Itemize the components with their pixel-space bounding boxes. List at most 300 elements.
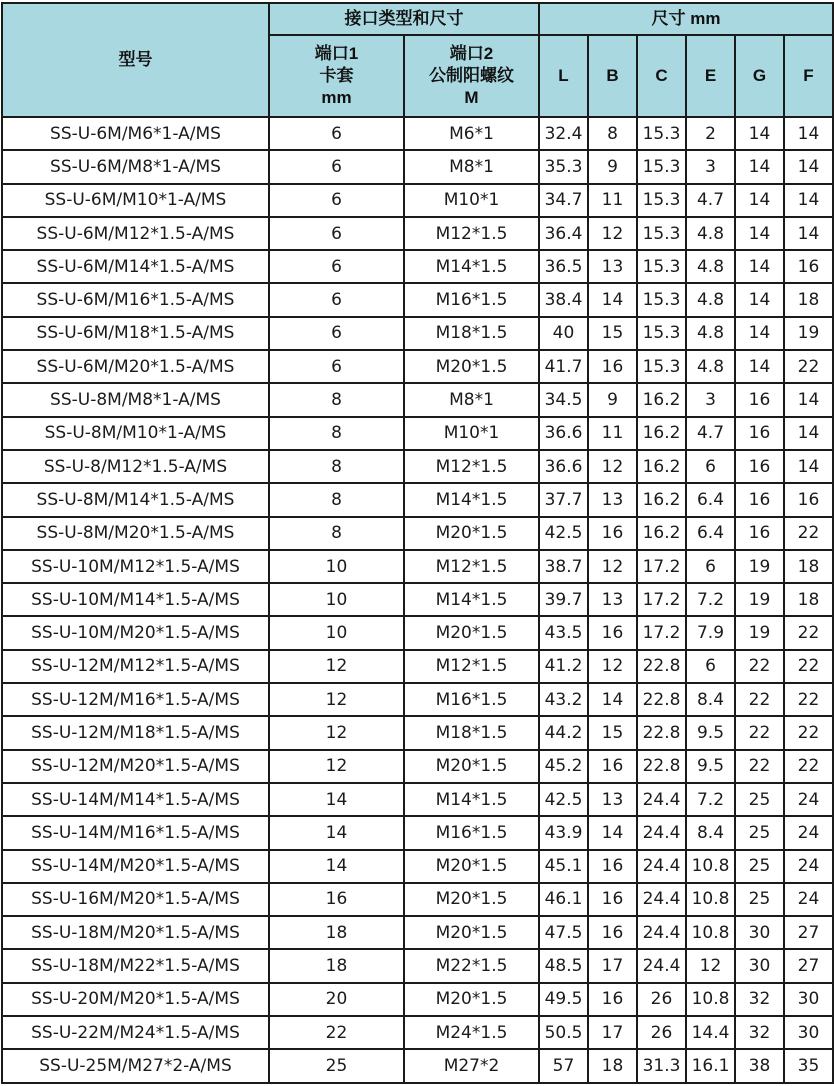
dim-e-cell: 2 <box>686 117 735 150</box>
dim-b-cell: 14 <box>588 283 637 316</box>
port1-cell: 14 <box>269 850 404 883</box>
model-cell: SS-U-25M/M27*2-A/MS <box>2 1049 269 1082</box>
header-dim-c: C <box>637 35 686 117</box>
dim-l-cell: 57 <box>539 1049 588 1082</box>
dim-f-cell: 14 <box>784 217 833 250</box>
port2-cell: M20*1.5 <box>404 850 539 883</box>
dim-l-cell: 41.7 <box>539 350 588 383</box>
dim-l-cell: 35.3 <box>539 150 588 183</box>
dim-l-cell: 41.2 <box>539 650 588 683</box>
dim-c-cell: 16.2 <box>637 417 686 450</box>
dim-c-cell: 16.2 <box>637 483 686 516</box>
dim-e-cell: 8.4 <box>686 816 735 849</box>
header-port2-line: 公制阳螺纹 <box>429 66 514 85</box>
dim-e-cell: 12 <box>686 949 735 982</box>
port1-cell: 25 <box>269 1049 404 1082</box>
model-cell: SS-U-6M/M14*1.5-A/MS <box>2 250 269 283</box>
dim-l-cell: 42.5 <box>539 783 588 816</box>
dim-f-cell: 22 <box>784 350 833 383</box>
dim-g-cell: 25 <box>735 783 784 816</box>
model-cell: SS-U-18M/M22*1.5-A/MS <box>2 949 269 982</box>
dim-e-cell: 10.8 <box>686 850 735 883</box>
table-row <box>2 916 833 949</box>
table-row <box>2 550 833 583</box>
dim-g-cell: 14 <box>735 317 784 350</box>
table-row <box>2 217 833 250</box>
dim-g-cell: 19 <box>735 583 784 616</box>
model-cell: SS-U-20M/M20*1.5-A/MS <box>2 983 269 1016</box>
port2-cell: M16*1.5 <box>404 683 539 716</box>
port2-cell: M14*1.5 <box>404 783 539 816</box>
dim-c-cell: 17.2 <box>637 616 686 649</box>
dim-l-cell: 38.7 <box>539 550 588 583</box>
dim-e-cell: 4.7 <box>686 417 735 450</box>
dim-g-cell: 16 <box>735 383 784 416</box>
dim-g-cell: 14 <box>735 117 784 150</box>
model-cell: SS-U-6M/M6*1-A/MS <box>2 117 269 150</box>
header-dim-e: E <box>686 35 735 117</box>
model-cell: SS-U-22M/M24*1.5-A/MS <box>2 1016 269 1049</box>
dim-g-cell: 14 <box>735 184 784 217</box>
port2-cell: M14*1.5 <box>404 483 539 516</box>
dim-f-cell: 14 <box>784 184 833 217</box>
header-dim-b: B <box>588 35 637 117</box>
dim-f-cell: 14 <box>784 383 833 416</box>
dim-g-cell: 22 <box>735 683 784 716</box>
dim-c-cell: 26 <box>637 1016 686 1049</box>
dim-c-cell: 16.2 <box>637 517 686 550</box>
dim-l-cell: 34.5 <box>539 383 588 416</box>
dim-b-cell: 17 <box>588 1016 637 1049</box>
header-model: 型号 <box>2 3 269 117</box>
dim-c-cell: 24.4 <box>637 816 686 849</box>
dim-g-cell: 14 <box>735 350 784 383</box>
port2-cell: M20*1.5 <box>404 883 539 916</box>
dim-c-cell: 15.3 <box>637 350 686 383</box>
port1-cell: 12 <box>269 650 404 683</box>
dim-g-cell: 25 <box>735 850 784 883</box>
dim-b-cell: 15 <box>588 716 637 749</box>
model-cell: SS-U-14M/M20*1.5-A/MS <box>2 850 269 883</box>
dim-c-cell: 26 <box>637 983 686 1016</box>
dim-g-cell: 19 <box>735 550 784 583</box>
dim-b-cell: 12 <box>588 217 637 250</box>
dim-f-cell: 18 <box>784 583 833 616</box>
port1-cell: 20 <box>269 983 404 1016</box>
dim-f-cell: 18 <box>784 283 833 316</box>
dim-e-cell: 8.4 <box>686 683 735 716</box>
dim-e-cell: 7.2 <box>686 783 735 816</box>
table-row <box>2 283 833 316</box>
dim-g-cell: 38 <box>735 1049 784 1082</box>
port2-cell: M10*1 <box>404 184 539 217</box>
model-cell: SS-U-16M/M20*1.5-A/MS <box>2 883 269 916</box>
dim-b-cell: 16 <box>588 916 637 949</box>
dim-g-cell: 14 <box>735 283 784 316</box>
dim-l-cell: 39.7 <box>539 583 588 616</box>
header-dim-f: F <box>784 35 833 117</box>
dim-g-cell: 19 <box>735 616 784 649</box>
dim-e-cell: 9.5 <box>686 750 735 783</box>
dim-e-cell: 6.4 <box>686 517 735 550</box>
dim-l-cell: 48.5 <box>539 949 588 982</box>
dim-e-cell: 3 <box>686 150 735 183</box>
header-port1-line: 卡套 <box>319 66 354 85</box>
dim-c-cell: 15.3 <box>637 184 686 217</box>
dim-c-cell: 22.8 <box>637 750 686 783</box>
table-row <box>2 184 833 217</box>
dim-f-cell: 24 <box>784 816 833 849</box>
port2-cell: M8*1 <box>404 150 539 183</box>
model-cell: SS-U-6M/M18*1.5-A/MS <box>2 317 269 350</box>
dim-c-cell: 24.4 <box>637 883 686 916</box>
dim-g-cell: 32 <box>735 1016 784 1049</box>
model-cell: SS-U-12M/M20*1.5-A/MS <box>2 750 269 783</box>
dim-l-cell: 43.9 <box>539 816 588 849</box>
dim-b-cell: 16 <box>588 616 637 649</box>
dim-e-cell: 4.8 <box>686 350 735 383</box>
dim-l-cell: 40 <box>539 317 588 350</box>
dim-g-cell: 32 <box>735 983 784 1016</box>
dim-f-cell: 18 <box>784 550 833 583</box>
dim-c-cell: 15.3 <box>637 217 686 250</box>
table-row <box>2 949 833 982</box>
dim-c-cell: 15.3 <box>637 317 686 350</box>
dim-f-cell: 35 <box>784 1049 833 1082</box>
table-row <box>2 150 833 183</box>
table-row <box>2 317 833 350</box>
dim-b-cell: 17 <box>588 949 637 982</box>
model-cell: SS-U-6M/M16*1.5-A/MS <box>2 283 269 316</box>
header-connection-group: 接口类型和尺寸 <box>269 3 539 35</box>
dim-b-cell: 16 <box>588 350 637 383</box>
dim-l-cell: 36.6 <box>539 450 588 483</box>
table-row <box>2 483 833 516</box>
dim-c-cell: 16.2 <box>637 383 686 416</box>
dim-l-cell: 38.4 <box>539 283 588 316</box>
table-row <box>2 383 833 416</box>
dim-b-cell: 16 <box>588 517 637 550</box>
dim-c-cell: 24.4 <box>637 850 686 883</box>
table-body <box>2 117 833 1083</box>
table-row <box>2 883 833 916</box>
dim-b-cell: 15 <box>588 317 637 350</box>
dim-b-cell: 16 <box>588 983 637 1016</box>
port1-cell: 6 <box>269 150 404 183</box>
port2-cell: M20*1.5 <box>404 750 539 783</box>
port2-cell: M27*2 <box>404 1049 539 1082</box>
dim-c-cell: 22.8 <box>637 650 686 683</box>
dim-l-cell: 36.6 <box>539 417 588 450</box>
port2-cell: M12*1.5 <box>404 550 539 583</box>
dim-e-cell: 7.9 <box>686 616 735 649</box>
dim-g-cell: 25 <box>735 883 784 916</box>
port1-cell: 6 <box>269 117 404 150</box>
port1-cell: 10 <box>269 616 404 649</box>
port2-cell: M12*1.5 <box>404 450 539 483</box>
model-cell: SS-U-12M/M18*1.5-A/MS <box>2 716 269 749</box>
dim-b-cell: 14 <box>588 816 637 849</box>
dim-f-cell: 19 <box>784 317 833 350</box>
port2-cell: M18*1.5 <box>404 317 539 350</box>
dim-c-cell: 17.2 <box>637 583 686 616</box>
port2-cell: M18*1.5 <box>404 716 539 749</box>
dim-g-cell: 16 <box>735 517 784 550</box>
port2-cell: M20*1.5 <box>404 616 539 649</box>
dim-b-cell: 18 <box>588 1049 637 1082</box>
port1-cell: 6 <box>269 250 404 283</box>
dim-c-cell: 24.4 <box>637 783 686 816</box>
table-row <box>2 750 833 783</box>
dim-l-cell: 36.4 <box>539 217 588 250</box>
port1-cell: 8 <box>269 483 404 516</box>
dim-c-cell: 15.3 <box>637 283 686 316</box>
dim-f-cell: 14 <box>784 117 833 150</box>
port1-cell: 8 <box>269 517 404 550</box>
dim-e-cell: 6 <box>686 650 735 683</box>
dim-l-cell: 49.5 <box>539 983 588 1016</box>
port1-cell: 14 <box>269 816 404 849</box>
dim-l-cell: 47.5 <box>539 916 588 949</box>
port2-cell: M14*1.5 <box>404 250 539 283</box>
port1-cell: 14 <box>269 783 404 816</box>
header-port2-line: M <box>464 88 479 107</box>
model-cell: SS-U-10M/M12*1.5-A/MS <box>2 550 269 583</box>
dim-b-cell: 12 <box>588 450 637 483</box>
dim-e-cell: 7.2 <box>686 583 735 616</box>
header-dimensions-group: 尺寸 mm <box>539 3 833 35</box>
port1-cell: 18 <box>269 916 404 949</box>
dim-e-cell: 4.8 <box>686 217 735 250</box>
table-row <box>2 650 833 683</box>
dim-f-cell: 30 <box>784 983 833 1016</box>
port2-cell: M16*1.5 <box>404 816 539 849</box>
model-cell: SS-U-8M/M8*1-A/MS <box>2 383 269 416</box>
table-row <box>2 816 833 849</box>
dim-b-cell: 16 <box>588 850 637 883</box>
port1-cell: 6 <box>269 350 404 383</box>
port2-cell: M20*1.5 <box>404 983 539 1016</box>
dim-b-cell: 13 <box>588 250 637 283</box>
dim-f-cell: 30 <box>784 1016 833 1049</box>
dim-f-cell: 24 <box>784 783 833 816</box>
dim-g-cell: 16 <box>735 417 784 450</box>
model-cell: SS-U-10M/M20*1.5-A/MS <box>2 616 269 649</box>
dim-b-cell: 13 <box>588 783 637 816</box>
dim-e-cell: 3 <box>686 383 735 416</box>
port1-cell: 8 <box>269 383 404 416</box>
dim-e-cell: 6 <box>686 450 735 483</box>
table-row <box>2 1049 833 1082</box>
port2-cell: M20*1.5 <box>404 916 539 949</box>
dim-c-cell: 22.8 <box>637 683 686 716</box>
dim-b-cell: 8 <box>588 117 637 150</box>
port2-cell: M6*1 <box>404 117 539 150</box>
model-cell: SS-U-14M/M14*1.5-A/MS <box>2 783 269 816</box>
table-row <box>2 1016 833 1049</box>
dim-g-cell: 22 <box>735 750 784 783</box>
table-row <box>2 450 833 483</box>
model-cell: SS-U-12M/M12*1.5-A/MS <box>2 650 269 683</box>
dim-f-cell: 22 <box>784 650 833 683</box>
model-cell: SS-U-18M/M20*1.5-A/MS <box>2 916 269 949</box>
dim-f-cell: 16 <box>784 250 833 283</box>
dim-g-cell: 30 <box>735 949 784 982</box>
dim-c-cell: 24.4 <box>637 949 686 982</box>
model-cell: SS-U-6M/M8*1-A/MS <box>2 150 269 183</box>
port2-cell: M12*1.5 <box>404 217 539 250</box>
port2-cell: M20*1.5 <box>404 517 539 550</box>
dim-l-cell: 44.2 <box>539 716 588 749</box>
model-cell: SS-U-10M/M14*1.5-A/MS <box>2 583 269 616</box>
dim-e-cell: 9.5 <box>686 716 735 749</box>
dim-b-cell: 9 <box>588 150 637 183</box>
model-cell: SS-U-6M/M10*1-A/MS <box>2 184 269 217</box>
model-cell: SS-U-8M/M20*1.5-A/MS <box>2 517 269 550</box>
table-row <box>2 250 833 283</box>
dim-l-cell: 50.5 <box>539 1016 588 1049</box>
port2-cell: M22*1.5 <box>404 949 539 982</box>
port1-cell: 18 <box>269 949 404 982</box>
dim-g-cell: 22 <box>735 716 784 749</box>
dim-e-cell: 4.8 <box>686 317 735 350</box>
dim-f-cell: 22 <box>784 750 833 783</box>
dim-f-cell: 16 <box>784 483 833 516</box>
port1-cell: 10 <box>269 550 404 583</box>
header-port2-line: 端口2 <box>449 44 494 63</box>
dim-f-cell: 14 <box>784 150 833 183</box>
dim-l-cell: 43.5 <box>539 616 588 649</box>
port1-cell: 22 <box>269 1016 404 1049</box>
dim-c-cell: 15.3 <box>637 117 686 150</box>
dim-c-cell: 24.4 <box>637 916 686 949</box>
dim-b-cell: 11 <box>588 417 637 450</box>
header-port1 <box>269 35 404 117</box>
dim-g-cell: 16 <box>735 483 784 516</box>
dim-l-cell: 32.4 <box>539 117 588 150</box>
header-dim-l: L <box>539 35 588 117</box>
dim-c-cell: 31.3 <box>637 1049 686 1082</box>
header-port1-line: mm <box>321 88 352 107</box>
port2-cell: M16*1.5 <box>404 283 539 316</box>
port1-cell: 6 <box>269 184 404 217</box>
dim-g-cell: 14 <box>735 217 784 250</box>
dim-g-cell: 14 <box>735 250 784 283</box>
dim-b-cell: 11 <box>588 184 637 217</box>
dim-l-cell: 45.1 <box>539 850 588 883</box>
dim-c-cell: 17.2 <box>637 550 686 583</box>
dim-b-cell: 14 <box>588 683 637 716</box>
model-cell: SS-U-8M/M10*1-A/MS <box>2 417 269 450</box>
model-cell: SS-U-6M/M12*1.5-A/MS <box>2 217 269 250</box>
dim-l-cell: 45.2 <box>539 750 588 783</box>
dim-c-cell: 16.2 <box>637 450 686 483</box>
dim-e-cell: 10.8 <box>686 883 735 916</box>
port1-cell: 12 <box>269 683 404 716</box>
dim-e-cell: 14.4 <box>686 1016 735 1049</box>
port1-cell: 12 <box>269 750 404 783</box>
dim-f-cell: 22 <box>784 716 833 749</box>
table-row <box>2 983 833 1016</box>
dim-f-cell: 24 <box>784 883 833 916</box>
table-row <box>2 783 833 816</box>
port1-cell: 6 <box>269 283 404 316</box>
port1-cell: 6 <box>269 217 404 250</box>
port1-cell: 10 <box>269 583 404 616</box>
model-cell: SS-U-8/M12*1.5-A/MS <box>2 450 269 483</box>
model-cell: SS-U-12M/M16*1.5-A/MS <box>2 683 269 716</box>
dim-f-cell: 22 <box>784 517 833 550</box>
dim-e-cell: 4.8 <box>686 283 735 316</box>
table-row <box>2 850 833 883</box>
dim-l-cell: 36.5 <box>539 250 588 283</box>
dim-g-cell: 22 <box>735 650 784 683</box>
dim-b-cell: 16 <box>588 883 637 916</box>
dim-l-cell: 37.7 <box>539 483 588 516</box>
table-row <box>2 683 833 716</box>
dim-f-cell: 14 <box>784 417 833 450</box>
dim-b-cell: 9 <box>588 383 637 416</box>
dim-e-cell: 4.8 <box>686 250 735 283</box>
dim-l-cell: 43.2 <box>539 683 588 716</box>
model-cell: SS-U-6M/M20*1.5-A/MS <box>2 350 269 383</box>
spec-table <box>1 2 834 1084</box>
port2-cell: M20*1.5 <box>404 350 539 383</box>
header-port2 <box>404 35 539 117</box>
dim-c-cell: 22.8 <box>637 716 686 749</box>
port2-cell: M14*1.5 <box>404 583 539 616</box>
port2-cell: M12*1.5 <box>404 650 539 683</box>
table-row <box>2 716 833 749</box>
port2-cell: M10*1 <box>404 417 539 450</box>
dim-g-cell: 16 <box>735 450 784 483</box>
dim-l-cell: 46.1 <box>539 883 588 916</box>
port1-cell: 6 <box>269 317 404 350</box>
dim-l-cell: 34.7 <box>539 184 588 217</box>
port1-cell: 8 <box>269 450 404 483</box>
dim-e-cell: 6 <box>686 550 735 583</box>
port1-cell: 12 <box>269 716 404 749</box>
dim-e-cell: 4.7 <box>686 184 735 217</box>
port2-cell: M8*1 <box>404 383 539 416</box>
dim-f-cell: 24 <box>784 850 833 883</box>
model-cell: SS-U-14M/M16*1.5-A/MS <box>2 816 269 849</box>
dim-f-cell: 27 <box>784 949 833 982</box>
table-row <box>2 350 833 383</box>
dim-f-cell: 14 <box>784 450 833 483</box>
dim-f-cell: 27 <box>784 916 833 949</box>
dim-e-cell: 16.1 <box>686 1049 735 1082</box>
dim-e-cell: 6.4 <box>686 483 735 516</box>
dim-g-cell: 25 <box>735 816 784 849</box>
dim-l-cell: 42.5 <box>539 517 588 550</box>
dim-b-cell: 13 <box>588 583 637 616</box>
dim-e-cell: 10.8 <box>686 916 735 949</box>
dim-c-cell: 15.3 <box>637 150 686 183</box>
port2-cell: M24*1.5 <box>404 1016 539 1049</box>
dim-f-cell: 22 <box>784 616 833 649</box>
table-row <box>2 117 833 150</box>
header-dim-g: G <box>735 35 784 117</box>
dim-b-cell: 16 <box>588 750 637 783</box>
port1-cell: 8 <box>269 417 404 450</box>
table-row <box>2 616 833 649</box>
dim-f-cell: 22 <box>784 683 833 716</box>
dim-b-cell: 13 <box>588 483 637 516</box>
header-port1-line: 端口1 <box>314 44 359 63</box>
table-row <box>2 417 833 450</box>
dim-b-cell: 12 <box>588 650 637 683</box>
